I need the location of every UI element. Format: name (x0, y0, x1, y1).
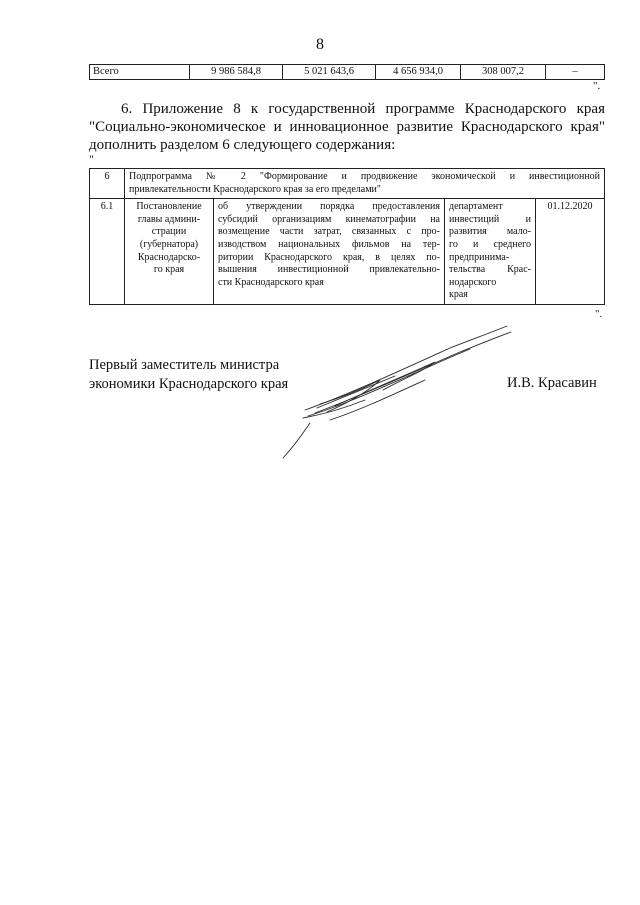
totals-table (89, 64, 605, 80)
total-row (90, 65, 605, 80)
table-row (90, 199, 605, 305)
cell-line: возмещение части затрат, связанных с про- (218, 226, 440, 238)
total-value: – (546, 65, 605, 80)
total-label: Всего (90, 65, 190, 80)
cell-line: Постановление (136, 201, 202, 213)
signatory-title (89, 356, 288, 394)
total-value: 4 656 934,0 (376, 65, 461, 80)
cell-line: (губернатора) (139, 238, 199, 250)
total-value: 9 986 584,8 (190, 65, 283, 80)
cell-line: ритории Краснодарского края, в целях по- (218, 251, 440, 263)
section-number: 6 (90, 169, 125, 199)
cell-line: главы админи- (137, 213, 201, 225)
total-value: 5 021 643,6 (283, 65, 376, 80)
row-number: 6.1 (90, 199, 125, 305)
cell-line: инвестиций и (449, 213, 531, 225)
page-number: 8 (316, 36, 324, 53)
paragraph-line: дополнить разделом 6 следующего содержания: (89, 137, 396, 153)
cell-line: края (449, 289, 468, 301)
document-type-cell (125, 199, 214, 305)
cell-line: департамент (449, 201, 503, 213)
cell-line: развития мало- (449, 226, 531, 238)
signatory-title-line: Первый заместитель министра (89, 357, 280, 373)
cell-line: субсидий организациям кинематографии на (218, 213, 440, 225)
amendment-paragraph (89, 100, 605, 154)
description-cell (214, 199, 445, 305)
cell-line: го и среднего (449, 238, 531, 250)
cell-line: об утверждении порядка предоставления (218, 201, 440, 213)
executor-cell (445, 199, 536, 305)
closing-quote: ". (593, 80, 601, 92)
cell-line: предпринима- (449, 251, 510, 263)
section-title-line: привлекательности Краснодарского края за его пределами" (129, 183, 381, 195)
signatory-name: И.В. Красавин (507, 375, 597, 391)
signatory-title-line: экономики Краснодарского края (89, 376, 289, 392)
paragraph-line: "Социально-экономическое и инновационное развитие Краснодарского края" (89, 119, 605, 135)
cell-line: вышения инвестиционной привлекательно- (218, 264, 440, 276)
cell-line: Краснодарско- (137, 251, 201, 263)
section-table (89, 168, 605, 305)
cell-line: тельства Крас- (449, 264, 531, 276)
deadline-cell: 01.12.2020 (536, 199, 605, 305)
closing-quote: ". (595, 308, 603, 320)
section-header-row (90, 169, 605, 199)
cell-line: изводством национальных фильмов на тер- (218, 238, 440, 250)
cell-line: страции (151, 226, 187, 238)
total-value: 308 007,2 (461, 65, 546, 80)
handwritten-signature (275, 318, 525, 468)
section-title-line: Подпрограмма № 2 "Формирование и продвижение экономической и инвестиционной (129, 171, 600, 182)
opening-quote: " (89, 152, 94, 166)
paragraph-line: 6. Приложение 8 к государственной программе Краснодарского края (121, 101, 605, 117)
cell-line: сти Краснодарского края (218, 276, 324, 288)
section-title (125, 169, 605, 199)
cell-line: нодарского (449, 276, 497, 288)
cell-line: го края (153, 264, 185, 276)
